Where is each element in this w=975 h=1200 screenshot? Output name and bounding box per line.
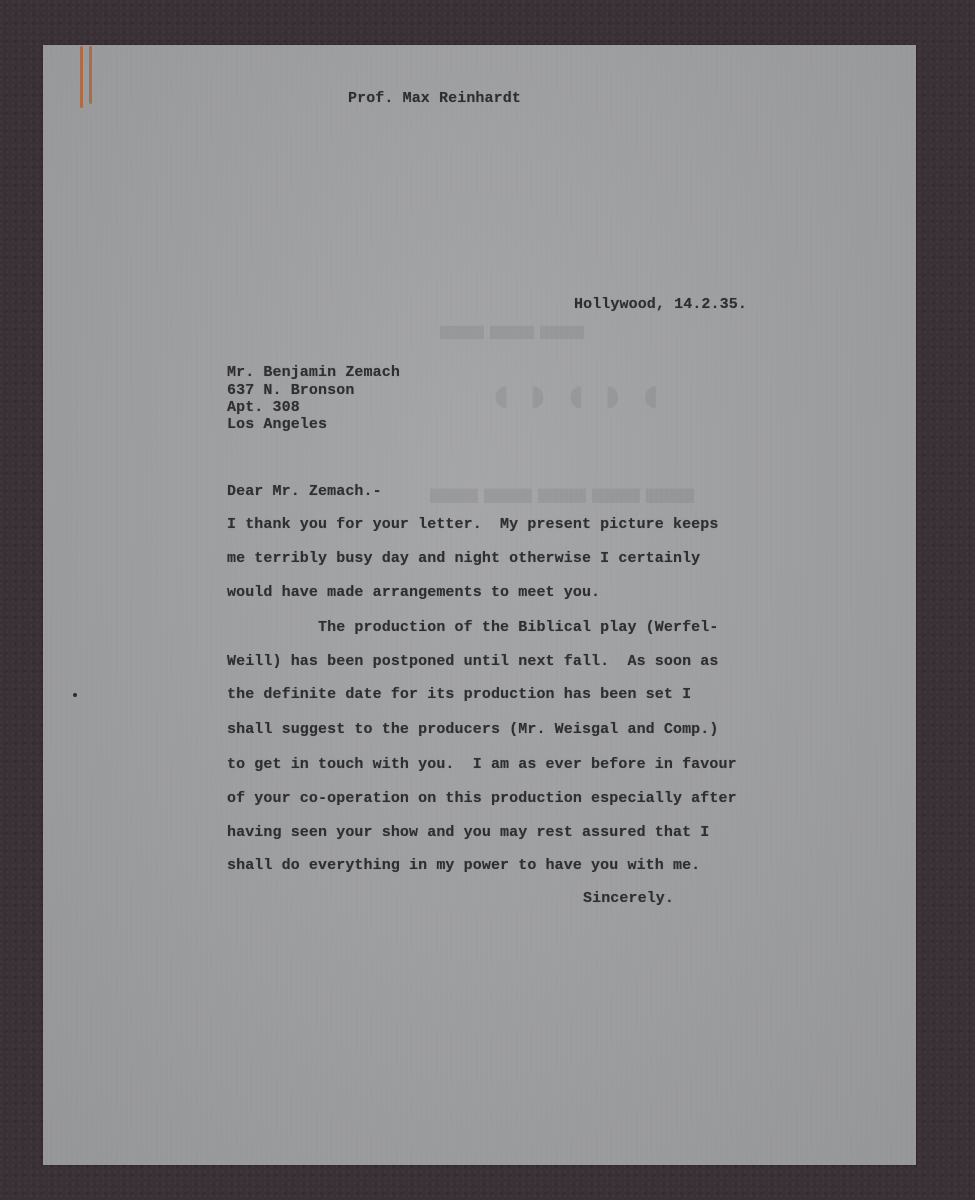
body-line: would have made arrangements to meet you. [227, 584, 601, 601]
body-line: to get in touch with you. I am as ever before in favour [227, 756, 737, 773]
closing: Sincerely. [583, 890, 675, 907]
letter-sheet [43, 45, 916, 1165]
body-line: The production of the Biblical play (Werfel- [227, 619, 719, 636]
margin-dot [73, 693, 77, 697]
show-through-marking-3: ▬▬▬▬▬ [430, 461, 700, 514]
body-line: the definite date for its production has been set I [227, 686, 692, 703]
recipient-street: 637 N. Bronson [227, 382, 355, 399]
show-through-marking-2: ◖◗◖◗◖ [485, 366, 673, 424]
recipient-city: Los Angeles [227, 416, 328, 433]
staple-mark [77, 46, 95, 108]
recipient-apartment: Apt. 308 [227, 399, 300, 416]
body-line: shall suggest to the producers (Mr. Weisgal and Comp.) [227, 721, 719, 738]
show-through-marking-1: ▬▬▬ [440, 300, 590, 349]
body-line: having seen your show and you may rest assured that I [227, 824, 710, 841]
recipient-name: Mr. Benjamin Zemach [227, 364, 400, 381]
body-line: shall do everything in my power to have you with me. [227, 857, 701, 874]
body-line: I thank you for your letter. My present picture keeps [227, 516, 719, 533]
salutation: Dear Mr. Zemach.- [227, 483, 382, 500]
body-line: Weill) has been postponed until next fall. As soon as [227, 653, 719, 670]
body-line: of your co-operation on this production especially after [227, 790, 737, 807]
body-line: me terribly busy day and night otherwise I certainly [227, 550, 701, 567]
letterhead: Prof. Max Reinhardt [348, 90, 521, 107]
place-date: Hollywood, 14.2.35. [574, 296, 747, 313]
